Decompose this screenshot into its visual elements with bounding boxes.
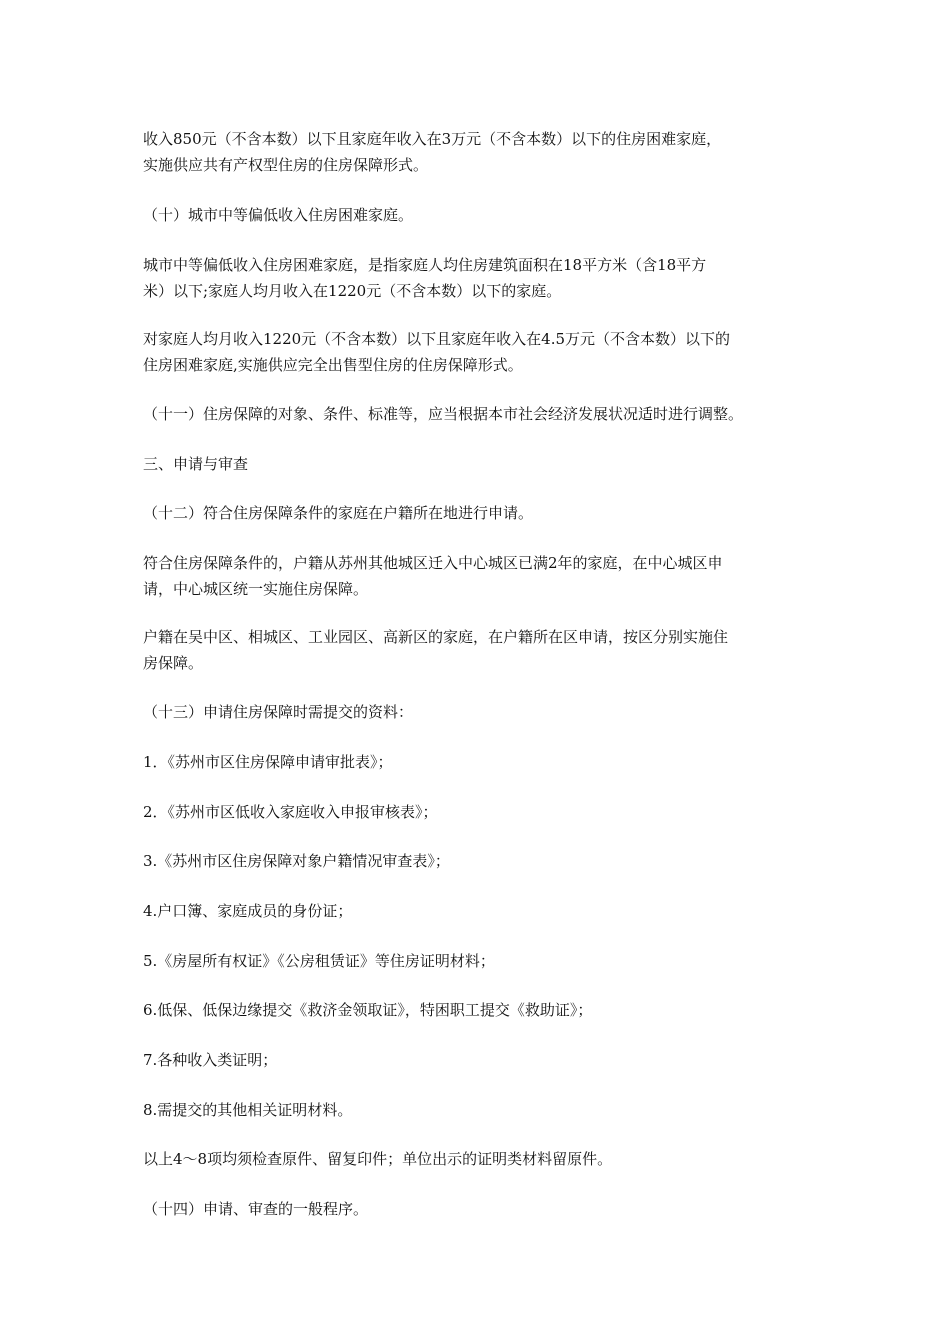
heading-item-10 — [143, 202, 815, 228]
list-item — [143, 799, 815, 825]
paragraph-other-districts — [143, 624, 815, 676]
list-item — [143, 997, 815, 1023]
heading-item-13 — [143, 699, 815, 725]
paragraph-full-sale-housing — [143, 326, 815, 378]
text-line: （十三）申请住房保障时需提交的资料： — [143, 703, 414, 721]
list-item — [143, 848, 815, 874]
text-line: 房保障。 — [143, 654, 204, 672]
paragraph-central-district — [143, 550, 815, 602]
text-line: 请，中心城区统一实施住房保障。 — [143, 580, 369, 598]
text-line: 6.低保、低保边缘提交《救济金领取证》，特困职工提交《救助证》； — [143, 1001, 593, 1019]
heading-item-11 — [143, 401, 815, 427]
text-line: 8.需提交的其他相关证明材料。 — [143, 1101, 353, 1119]
list-item — [143, 1047, 815, 1073]
text-line: （十二）符合住房保障条件的家庭在户籍所在地进行申请。 — [143, 504, 534, 522]
text-line: 对家庭人均月收入1220元（不含本数）以下且家庭年收入在4.5万元（不含本数）以下的 — [143, 330, 731, 348]
text-line: 以上4～8项均须检查原件、留复印件；单位出示的证明类材料留原件。 — [143, 1150, 613, 1168]
text-line: 实施供应共有产权型住房的住房保障形式。 — [143, 156, 429, 174]
text-line: 三、申请与审查 — [143, 455, 249, 473]
text-line: （十一）住房保障的对象、条件、标准等，应当根据本市社会经济发展状况适时进行调整。 — [143, 405, 744, 423]
text-line: 符合住房保障条件的，户籍从苏州其他城区迁入中心城区已满2年的家庭，在中心城区申 — [143, 554, 723, 572]
list-item — [143, 749, 815, 775]
text-line: 收入850元（不含本数）以下且家庭年收入在3万元（不含本数）以下的住房困难家庭， — [143, 130, 722, 148]
section-heading-application-review — [143, 451, 815, 477]
text-line: 1．《苏州市区住房保障申请审批表》； — [143, 753, 393, 771]
list-item — [143, 898, 815, 924]
text-line: 3.《苏州市区住房保障对象户籍情况审查表》； — [143, 852, 450, 870]
paragraph-original-copy-note — [143, 1146, 815, 1172]
list-item — [143, 1097, 815, 1123]
paragraph-income-co-ownership — [143, 126, 815, 178]
text-line: 7.各种收入类证明； — [143, 1051, 278, 1069]
list-item — [143, 948, 815, 974]
text-line: （十）城市中等偏低收入住房困难家庭。 — [143, 206, 414, 224]
text-line: 住房困难家庭,实施供应完全出售型住房的住房保障形式。 — [143, 356, 523, 374]
text-line: 户籍在吴中区、相城区、工业园区、高新区的家庭，在户籍所在区申请，按区分别实施住 — [143, 628, 729, 646]
text-line: 米）以下;家庭人均月收入在1220元（不含本数）以下的家庭。 — [143, 282, 562, 300]
text-line: 城市中等偏低收入住房困难家庭，是指家庭人均住房建筑面积在18平方米（含18平方 — [143, 256, 707, 274]
text-line: 5.《房屋所有权证》《公房租赁证》等住房证明材料； — [143, 952, 495, 970]
heading-item-14 — [143, 1196, 815, 1222]
text-line: 4.户口簿、家庭成员的身份证； — [143, 902, 353, 920]
text-line: （十四）申请、审查的一般程序。 — [143, 1200, 369, 1218]
heading-item-12 — [143, 500, 815, 526]
text-line: 2．《苏州市区低收入家庭收入申报审核表》； — [143, 803, 438, 821]
paragraph-middle-low-income-definition — [143, 252, 815, 304]
